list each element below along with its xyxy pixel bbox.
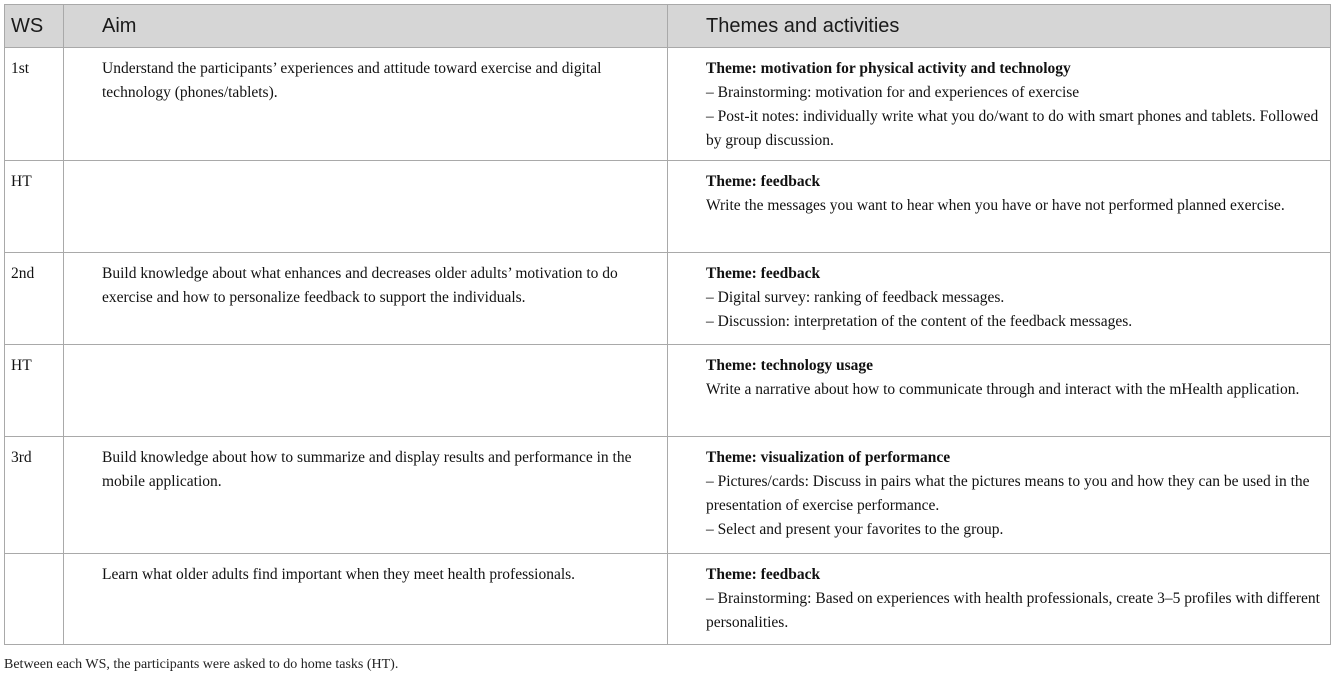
ws-cell: HT: [5, 161, 64, 253]
activity-line: – Digital survey: ranking of feedback messages.: [706, 289, 1005, 306]
themes-cell: [668, 161, 1331, 253]
activity-line: Write the messages you want to hear when you have or have not performed planned exercise.: [706, 197, 1285, 214]
table-row: [5, 48, 1331, 161]
workshop-table: [4, 4, 1331, 645]
aim-cell: Build knowledge about what enhances and decreases older adults’ motivation to do exercise and how to personalize feedback to support the individuals.: [64, 253, 668, 345]
ws-cell: HT: [5, 345, 64, 437]
themes-cell: [668, 345, 1331, 437]
aim-cell: Build knowledge about how to summarize and display results and performance in the mobile application.: [64, 437, 668, 554]
theme-title: Theme: feedback: [706, 566, 821, 583]
aim-cell: Learn what older adults find important when they meet health professionals.: [64, 554, 668, 645]
activity-line: – Select and present your favorites to the group.: [706, 521, 1004, 538]
theme-title: Theme: technology usage: [706, 357, 874, 374]
table-row: [5, 554, 1331, 645]
header-themes: Themes and activities: [668, 5, 1331, 48]
table-row: [5, 437, 1331, 554]
activity-line: – Brainstorming: motivation for and experiences of exercise: [706, 84, 1080, 101]
themes-cell: [668, 48, 1331, 161]
header-aim: Aim: [64, 5, 668, 48]
theme-title: Theme: visualization of performance: [706, 449, 951, 466]
activity-line: – Pictures/cards: Discuss in pairs what the pictures means to you and how they can be used in the presentation of exercise performance.: [706, 473, 1310, 514]
activity-line: – Post-it notes: individually write what you do/want to do with smart phones and tablets. Followed by group discussion.: [706, 108, 1319, 149]
table-header-row: [5, 5, 1331, 48]
activity-line: – Brainstorming: Based on experiences with health professionals, create 3–5 profiles with different personalities.: [706, 590, 1320, 631]
aim-cell: Understand the participants’ experiences and attitude toward exercise and digital technology (phones/tablets).: [64, 48, 668, 161]
aim-cell: [64, 161, 668, 253]
activity-line: – Discussion: interpretation of the content of the feedback messages.: [706, 313, 1133, 330]
themes-cell: [668, 437, 1331, 554]
ws-cell: 3rd: [5, 437, 64, 554]
theme-title: Theme: feedback: [706, 265, 821, 282]
table-row: [5, 253, 1331, 345]
table-footnote: Between each WS, the participants were asked to do home tasks (HT).: [4, 657, 399, 672]
ws-cell: 2nd: [5, 253, 64, 345]
header-ws: WS: [5, 5, 64, 48]
themes-cell: [668, 253, 1331, 345]
table-row: [5, 161, 1331, 253]
themes-cell: [668, 554, 1331, 645]
ws-cell: 1st: [5, 48, 64, 161]
aim-cell: [64, 345, 668, 437]
ws-cell: [5, 554, 64, 645]
table-row: [5, 345, 1331, 437]
theme-title: Theme: feedback: [706, 173, 821, 190]
theme-title: Theme: motivation for physical activity and technology: [706, 60, 1071, 77]
activity-line: Write a narrative about how to communicate through and interact with the mHealth application.: [706, 381, 1300, 398]
